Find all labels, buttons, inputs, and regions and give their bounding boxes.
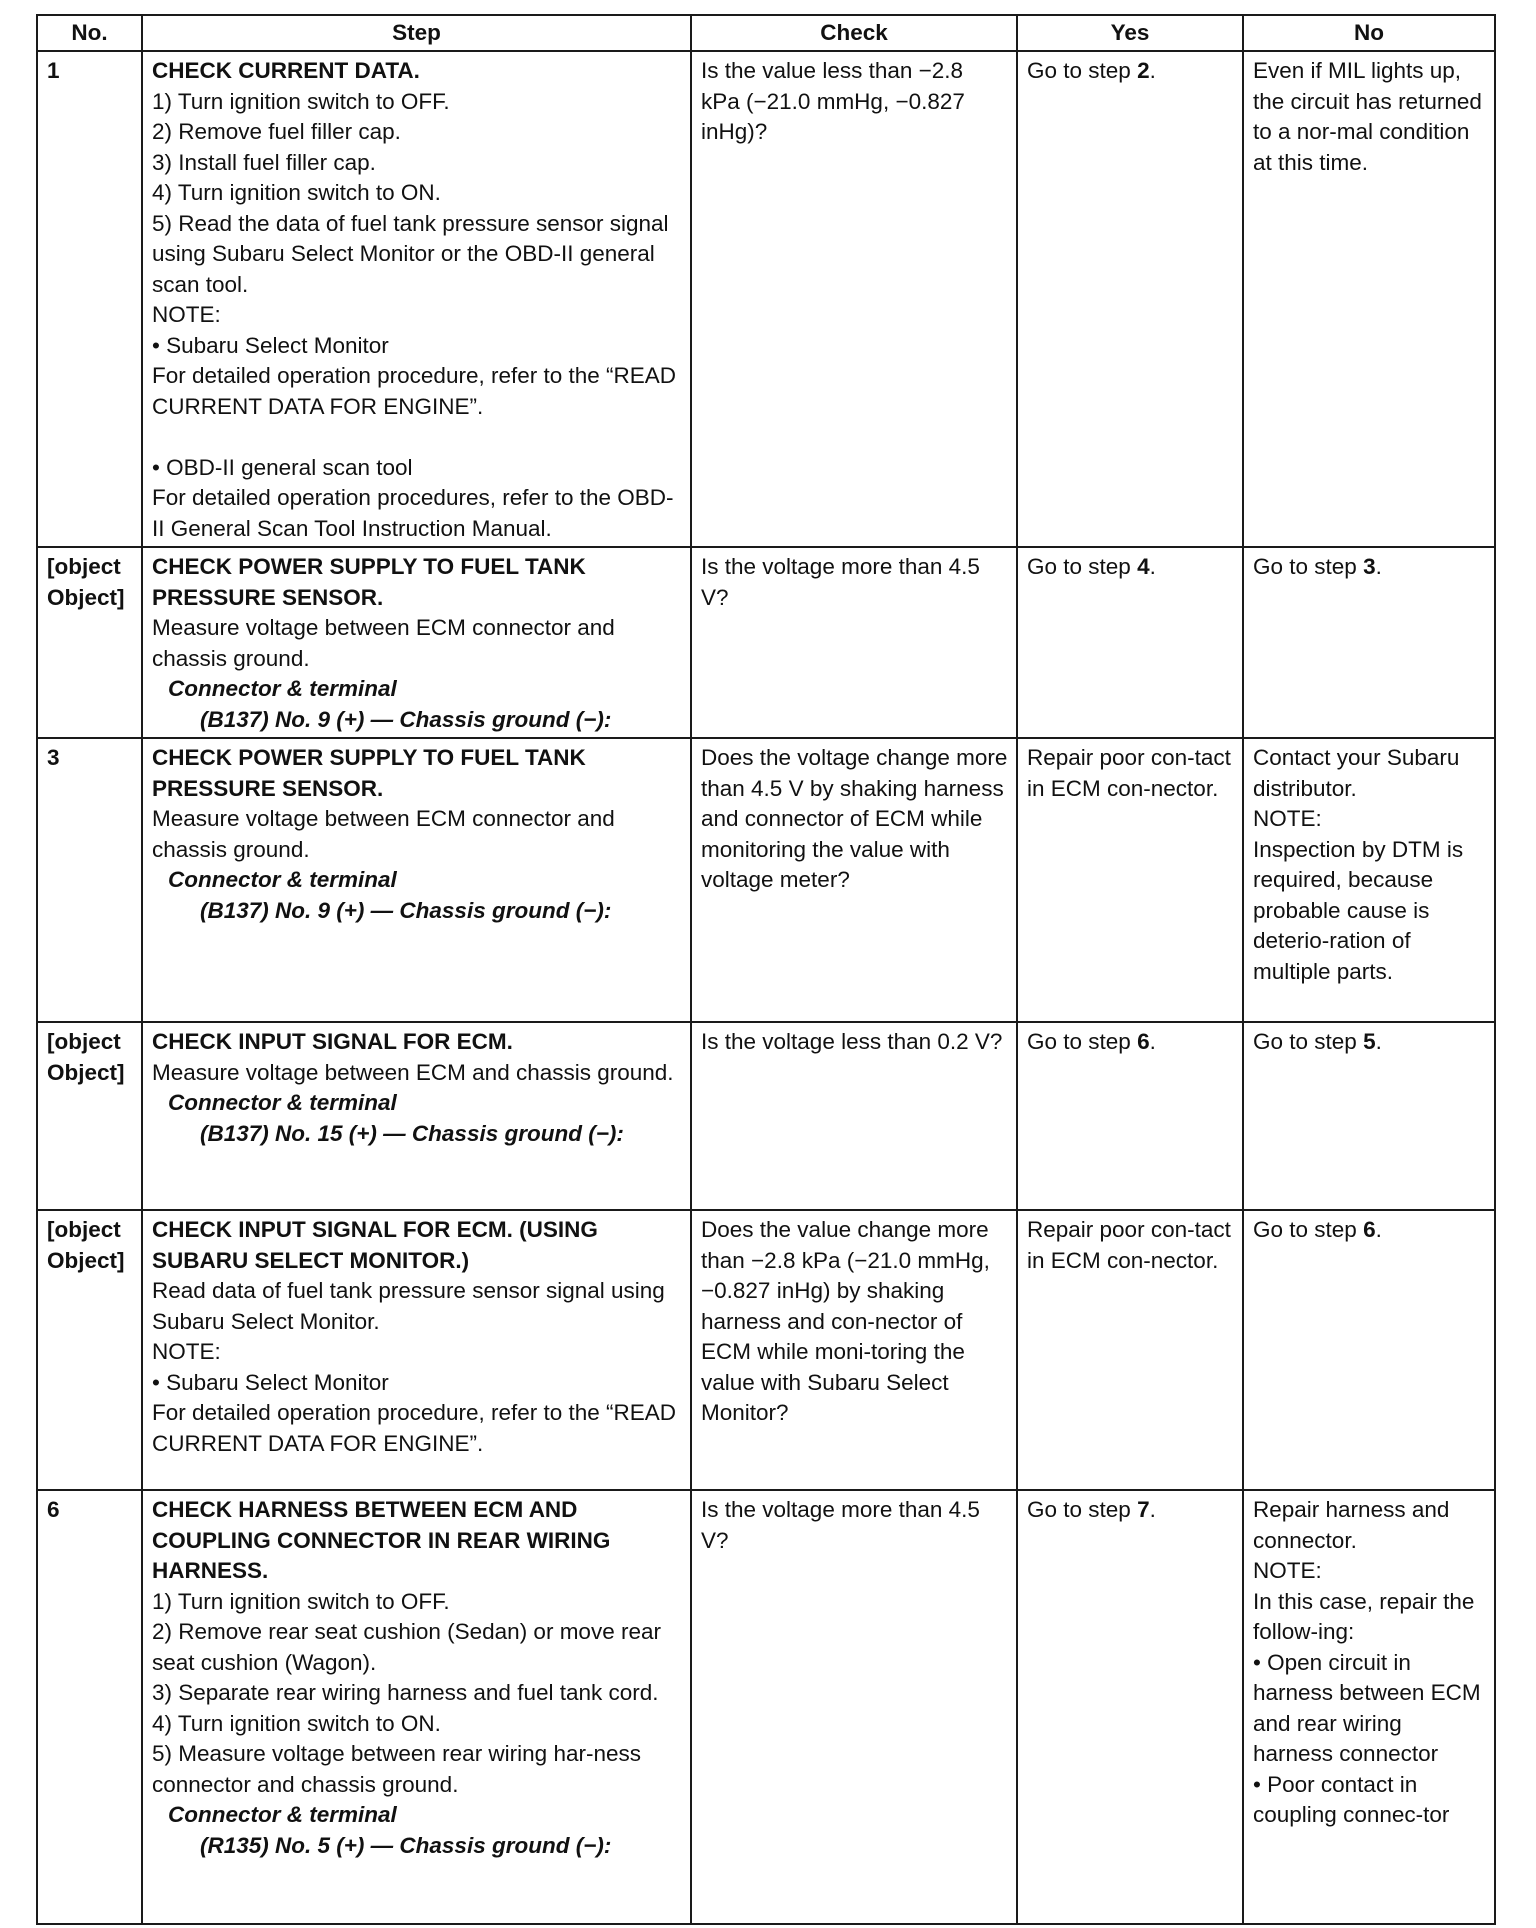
note-label: NOTE: (1253, 806, 1322, 831)
step-line: For detailed operation procedure, refer to the “READ CURRENT DATA FOR ENGINE”. (152, 1400, 677, 1456)
yes-cell: Repair poor con-tact in ECM con-nector. (1017, 1210, 1243, 1490)
no-line: In this case, repair the follow-ing: (1253, 1588, 1475, 1644)
step-line: Measure voltage between ECM connector and chassis ground. (152, 806, 615, 862)
header-step: Step (142, 15, 691, 51)
bullet-item: • Poor contact in coupling connec-tor (1253, 1771, 1450, 1827)
step-title: CHECK POWER SUPPLY TO FUEL TANK PRESSURE SENSOR. (152, 745, 586, 801)
table-row (37, 547, 1495, 738)
step-cell (142, 1490, 691, 1924)
step-line: 5) Read the data of fuel tank pressure sensor signal using Subaru Select Monitor or the OBD-II general scan tool. (152, 210, 669, 297)
yes-step-number: 4 (1137, 554, 1150, 579)
table-row (37, 1022, 1495, 1210)
connector-value: (B137) No. 9 (+) — Chassis ground (−): (200, 706, 612, 732)
no-period: . (1375, 1217, 1382, 1242)
row-number: 6 (37, 1490, 142, 1924)
check-cell: Is the voltage more than 4.5 V? (691, 1490, 1017, 1924)
step-line: Measure voltage between ECM and chassis ground. (152, 1059, 674, 1085)
no-line: Inspection by DTM is required, because probable cause is deterio-ration of multiple parts. (1253, 836, 1464, 984)
step-line: Read data of fuel tank pressure sensor signal using Subaru Select Monitor. (152, 1278, 665, 1334)
header-no: No. (37, 15, 142, 51)
step-title: CHECK INPUT SIGNAL FOR ECM. (USING SUBARU SELECT MONITOR.) (152, 1217, 598, 1273)
connector-value: (R135) No. 5 (+) — Chassis ground (−): (200, 1832, 612, 1858)
connector-value: (B137) No. 9 (+) — Chassis ground (−): (200, 897, 612, 923)
step-line: Measure voltage between ECM connector and chassis ground. (152, 615, 615, 671)
row-number: 3 (37, 738, 142, 1022)
no-line: Repair harness and connector. (1253, 1497, 1450, 1553)
yes-period: . (1149, 1029, 1156, 1054)
yes-step-number: 7 (1137, 1497, 1150, 1522)
no-text: Go to step (1253, 554, 1364, 579)
connector-label: Connector & terminal (168, 1802, 397, 1827)
check-cell: Is the voltage less than 0.2 V? (691, 1022, 1017, 1210)
note-label: NOTE: (152, 302, 221, 327)
yes-cell (1017, 547, 1243, 738)
yes-cell (1017, 1490, 1243, 1924)
yes-period: . (1149, 58, 1156, 83)
connector-value: (B137) No. 15 (+) — Chassis ground (−): (200, 1120, 624, 1146)
yes-cell (1017, 1022, 1243, 1210)
yes-period: . (1149, 1497, 1156, 1522)
no-cell: Even if MIL lights up, the circuit has returned to a nor-mal condition at this time. (1243, 51, 1495, 547)
check-cell: Does the voltage change more than 4.5 V by shaking harness and connector of ECM while monitoring the value with voltage meter? (691, 738, 1017, 1022)
row-number: 1 (37, 51, 142, 547)
step-line: 5) Measure voltage between rear wiring har-ness connector and chassis ground. (152, 1741, 641, 1797)
header-row (37, 15, 1495, 51)
bullet-item: • Open circuit in harness between ECM and rear wiring harness connector (1253, 1649, 1481, 1766)
no-step-number: 3 (1363, 554, 1376, 579)
yes-text: Go to step (1027, 554, 1138, 579)
no-cell (1243, 1022, 1495, 1210)
connector-label: Connector & terminal (168, 676, 397, 701)
bullet-item: • OBD-II general scan tool (152, 454, 413, 480)
bullet-item: • Subaru Select Monitor (152, 332, 389, 358)
step-line: 4) Turn ignition switch to ON. (152, 1710, 441, 1736)
step-line: 1) Turn ignition switch to OFF. (152, 88, 450, 114)
check-cell: Does the value change more than −2.8 kPa (−21.0 mmHg, −0.827 inHg) by shaking harness and con-nector of ECM while moni-toring the value with Subaru Select Monitor? (691, 1210, 1017, 1490)
yes-cell: Repair poor con-tact in ECM con-nector. (1017, 738, 1243, 1022)
step-line: For detailed operation procedures, refer to the OBD-II General Scan Tool Instruction Manual. (152, 485, 674, 541)
step-title: CHECK INPUT SIGNAL FOR ECM. (152, 1029, 513, 1054)
connector-label: Connector & terminal (168, 1090, 397, 1115)
row-number: [object Object] (37, 1022, 142, 1210)
yes-period: . (1149, 554, 1156, 579)
no-step-number: 6 (1363, 1217, 1376, 1242)
header-yes: Yes (1017, 15, 1243, 51)
yes-step-number: 2 (1137, 58, 1150, 83)
step-title: CHECK POWER SUPPLY TO FUEL TANK PRESSURE SENSOR. (152, 554, 586, 610)
step-title: CHECK HARNESS BETWEEN ECM AND COUPLING CONNECTOR IN REAR WIRING HARNESS. (152, 1497, 611, 1583)
table-row (37, 1210, 1495, 1490)
yes-text: Go to step (1027, 58, 1138, 83)
no-cell (1243, 1490, 1495, 1924)
no-step-number: 5 (1363, 1029, 1376, 1054)
step-line: 1) Turn ignition switch to OFF. (152, 1588, 450, 1614)
no-text: Go to step (1253, 1217, 1364, 1242)
step-line: 3) Install fuel filler cap. (152, 149, 376, 175)
bullet-item: • Subaru Select Monitor (152, 1369, 389, 1395)
step-cell (142, 547, 691, 738)
note-label: NOTE: (1253, 1558, 1322, 1583)
no-cell (1243, 547, 1495, 738)
step-cell (142, 1210, 691, 1490)
header-check: Check (691, 15, 1017, 51)
table-row (37, 738, 1495, 1022)
step-line: 2) Remove fuel filler cap. (152, 119, 401, 144)
connector-label: Connector & terminal (168, 867, 397, 892)
no-text: Go to step (1253, 1029, 1364, 1054)
step-line: For detailed operation procedure, refer to the “READ CURRENT DATA FOR ENGINE”. (152, 363, 677, 419)
step-line: 3) Separate rear wiring harness and fuel tank cord. (152, 1680, 659, 1705)
no-line: Contact your Subaru distributor. (1253, 745, 1460, 801)
yes-text: Go to step (1027, 1029, 1138, 1054)
check-cell: Is the voltage more than 4.5 V? (691, 547, 1017, 738)
row-number: [object Object] (37, 547, 142, 738)
diagnostic-table (36, 14, 1496, 1925)
yes-text: Go to step (1027, 1497, 1138, 1522)
check-cell: Is the value less than −2.8 kPa (−21.0 mmHg, −0.827 inHg)? (691, 51, 1017, 547)
header-no-answer: No (1243, 15, 1495, 51)
row-number: [object Object] (37, 1210, 142, 1490)
yes-cell (1017, 51, 1243, 547)
note-label: NOTE: (152, 1339, 221, 1364)
table-row (37, 51, 1495, 547)
no-cell (1243, 1210, 1495, 1490)
step-cell (142, 1022, 691, 1210)
step-cell (142, 738, 691, 1022)
no-period: . (1375, 1029, 1382, 1054)
table-row (37, 1490, 1495, 1924)
step-title: CHECK CURRENT DATA. (152, 58, 420, 83)
step-cell (142, 51, 691, 547)
step-line: 2) Remove rear seat cushion (Sedan) or move rear seat cushion (Wagon). (152, 1619, 661, 1675)
no-period: . (1375, 554, 1382, 579)
step-line: 4) Turn ignition switch to ON. (152, 180, 441, 205)
yes-step-number: 6 (1137, 1029, 1150, 1054)
no-cell (1243, 738, 1495, 1022)
